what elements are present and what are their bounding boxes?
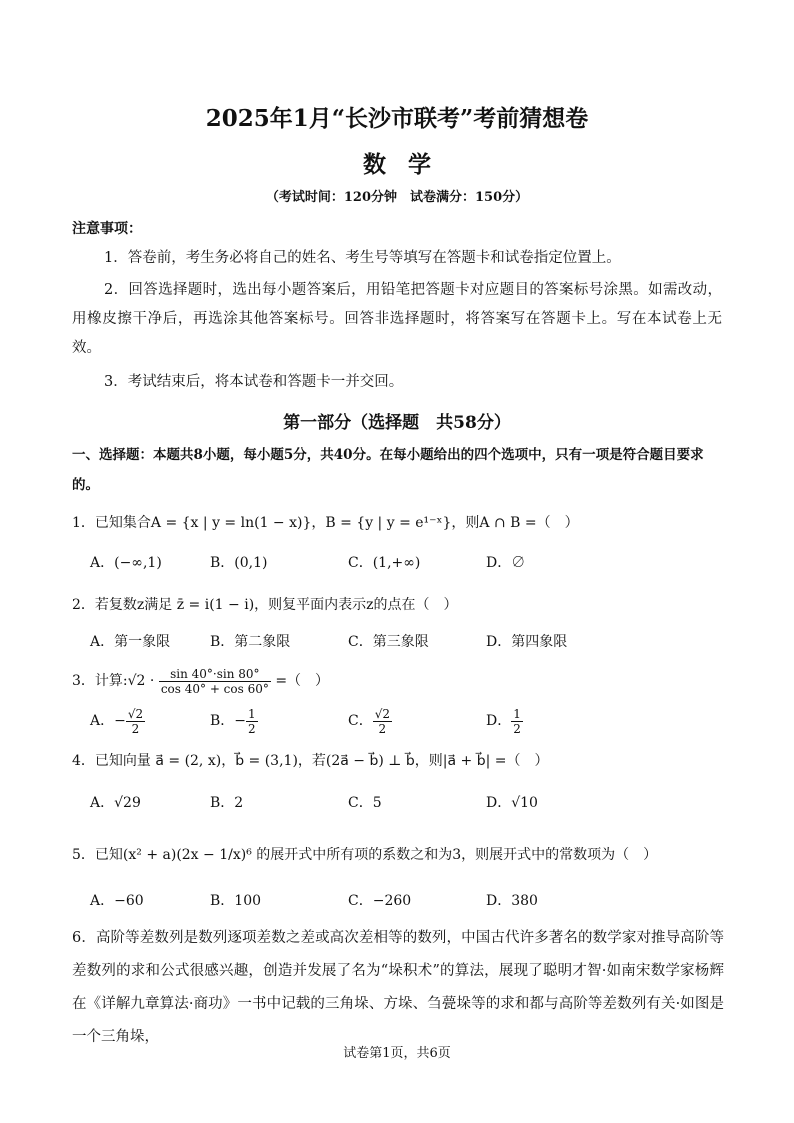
notice-item-3: 3．考试结束后，将本试卷和答题卡一并交回。 xyxy=(104,374,404,390)
exam-title: 2025年1月“长沙市联考”考前猜想卷 xyxy=(205,105,589,132)
option-d: D．第四象限 xyxy=(486,634,568,650)
option-numerator: 1 xyxy=(248,706,256,721)
option-sign: − xyxy=(234,713,247,729)
option-label: B． xyxy=(210,713,235,729)
notice-item-2: 2．回答选择题时，选出每小题答案后，用铅笔把答题卡对应题目的答案标号涂黑。如需改动，用橡皮擦干净后，再选涂其他答案标号。回答非选择题时，将答案写在答题卡上。写在本试卷上无效。 xyxy=(72,282,722,356)
option-a: A．−60 xyxy=(90,893,144,909)
question-3-prefix: 3．计算:√2 · xyxy=(72,673,155,689)
option-label: C． xyxy=(348,713,373,729)
question-3-numerator: sin 40°·sin 80° xyxy=(159,667,271,682)
option-b: B．(0,1) xyxy=(210,555,268,571)
option-c: C．−260 xyxy=(348,893,412,909)
notice-title: 注意事项： xyxy=(72,221,142,237)
question-3-denominator: cos 40° + cos 60° xyxy=(160,681,269,696)
option-a: A．√29 xyxy=(90,795,141,811)
option-d: D．380 xyxy=(486,893,538,909)
subject-title: 数学 xyxy=(363,151,453,178)
question-6-stem: 6．高阶等差数列是数列逐项差数之差或高次差相等的数列，中国古代许多著名的数学家对推导高阶等差数列的求和公式很感兴趣，创造并发展了名为“垛积术”的算法，展现了聪明才智·如南宋数学家杨辉在《详解九章算法·商功》一书中记载的三角垛、方垛、刍甍垛等的求和都与高阶等差数列有关·如图是一个三角垛， xyxy=(72,930,724,1045)
option-sign: − xyxy=(114,713,126,729)
option-b: B．100 xyxy=(210,893,262,909)
option-c: C．5 xyxy=(348,795,382,811)
option-c xyxy=(348,704,392,738)
question-3-suffix: =（ ） xyxy=(275,673,330,689)
option-a: A．(−∞,1) xyxy=(90,555,162,571)
section-title: 第一部分（选择题 共58分） xyxy=(283,413,511,433)
option-numerator: 1 xyxy=(513,706,521,721)
option-denominator: 2 xyxy=(378,721,387,736)
question-3-fraction xyxy=(159,667,271,696)
option-label: D． xyxy=(486,713,512,729)
option-a xyxy=(90,704,145,738)
option-b: B．第二象限 xyxy=(210,634,291,650)
option-label: A． xyxy=(90,713,115,729)
option-numerator: √2 xyxy=(374,706,390,721)
option-fraction xyxy=(373,707,392,736)
question-2-stem: 2．若复数z满足 z̄ = i(1 − i)，则复平面内表示z的点在（ ） xyxy=(72,597,458,613)
section-heading: 一、选择题：本题共8小题，每小题5分，共40分。在每小题给出的四个选项中，只有一项是符合题目要求的。 xyxy=(72,447,704,493)
option-d: D．∅ xyxy=(486,555,526,571)
page-footer: 试卷第1页，共6页 xyxy=(343,1046,451,1061)
option-denominator: 2 xyxy=(248,721,256,736)
exam-time-info: （考试时间：120分钟 试卷满分：150分） xyxy=(265,190,529,205)
option-denominator: 2 xyxy=(513,721,521,736)
option-c: C．(1,+∞) xyxy=(348,555,421,571)
question-1-stem: 1．已知集合A = {x | y = ln(1 − x)}，B = {y | y = e¹⁻ˣ}，则A ∩ B =（ ） xyxy=(72,515,579,531)
option-a: A．第一象限 xyxy=(90,634,171,650)
option-c: C．第三象限 xyxy=(348,634,429,650)
option-numerator: √2 xyxy=(127,706,144,721)
option-d xyxy=(486,704,523,738)
option-fraction xyxy=(126,707,145,736)
option-b: B．2 xyxy=(210,795,244,811)
option-fraction xyxy=(246,707,258,736)
question-3-stem xyxy=(72,664,722,698)
option-fraction xyxy=(511,707,523,736)
question-4-stem: 4．已知向量 a⃗ = (2, x)，b⃗ = (3,1)，若(2a⃗ − b⃗) ⊥ b⃗，则|a⃗ + b⃗| =（ ） xyxy=(72,753,549,769)
option-denominator: 2 xyxy=(131,721,140,736)
notice-item-1: 1．答卷前，考生务必将自己的姓名、考生号等填写在答题卡和试卷指定位置上。 xyxy=(104,250,621,266)
option-b xyxy=(210,704,258,738)
option-d: D．√10 xyxy=(486,795,538,811)
question-5-stem: 5．已知(x² + a)(2x − 1/x)⁶ 的展开式中所有项的系数之和为3，则展开式中的常数项为（ ） xyxy=(72,847,658,863)
